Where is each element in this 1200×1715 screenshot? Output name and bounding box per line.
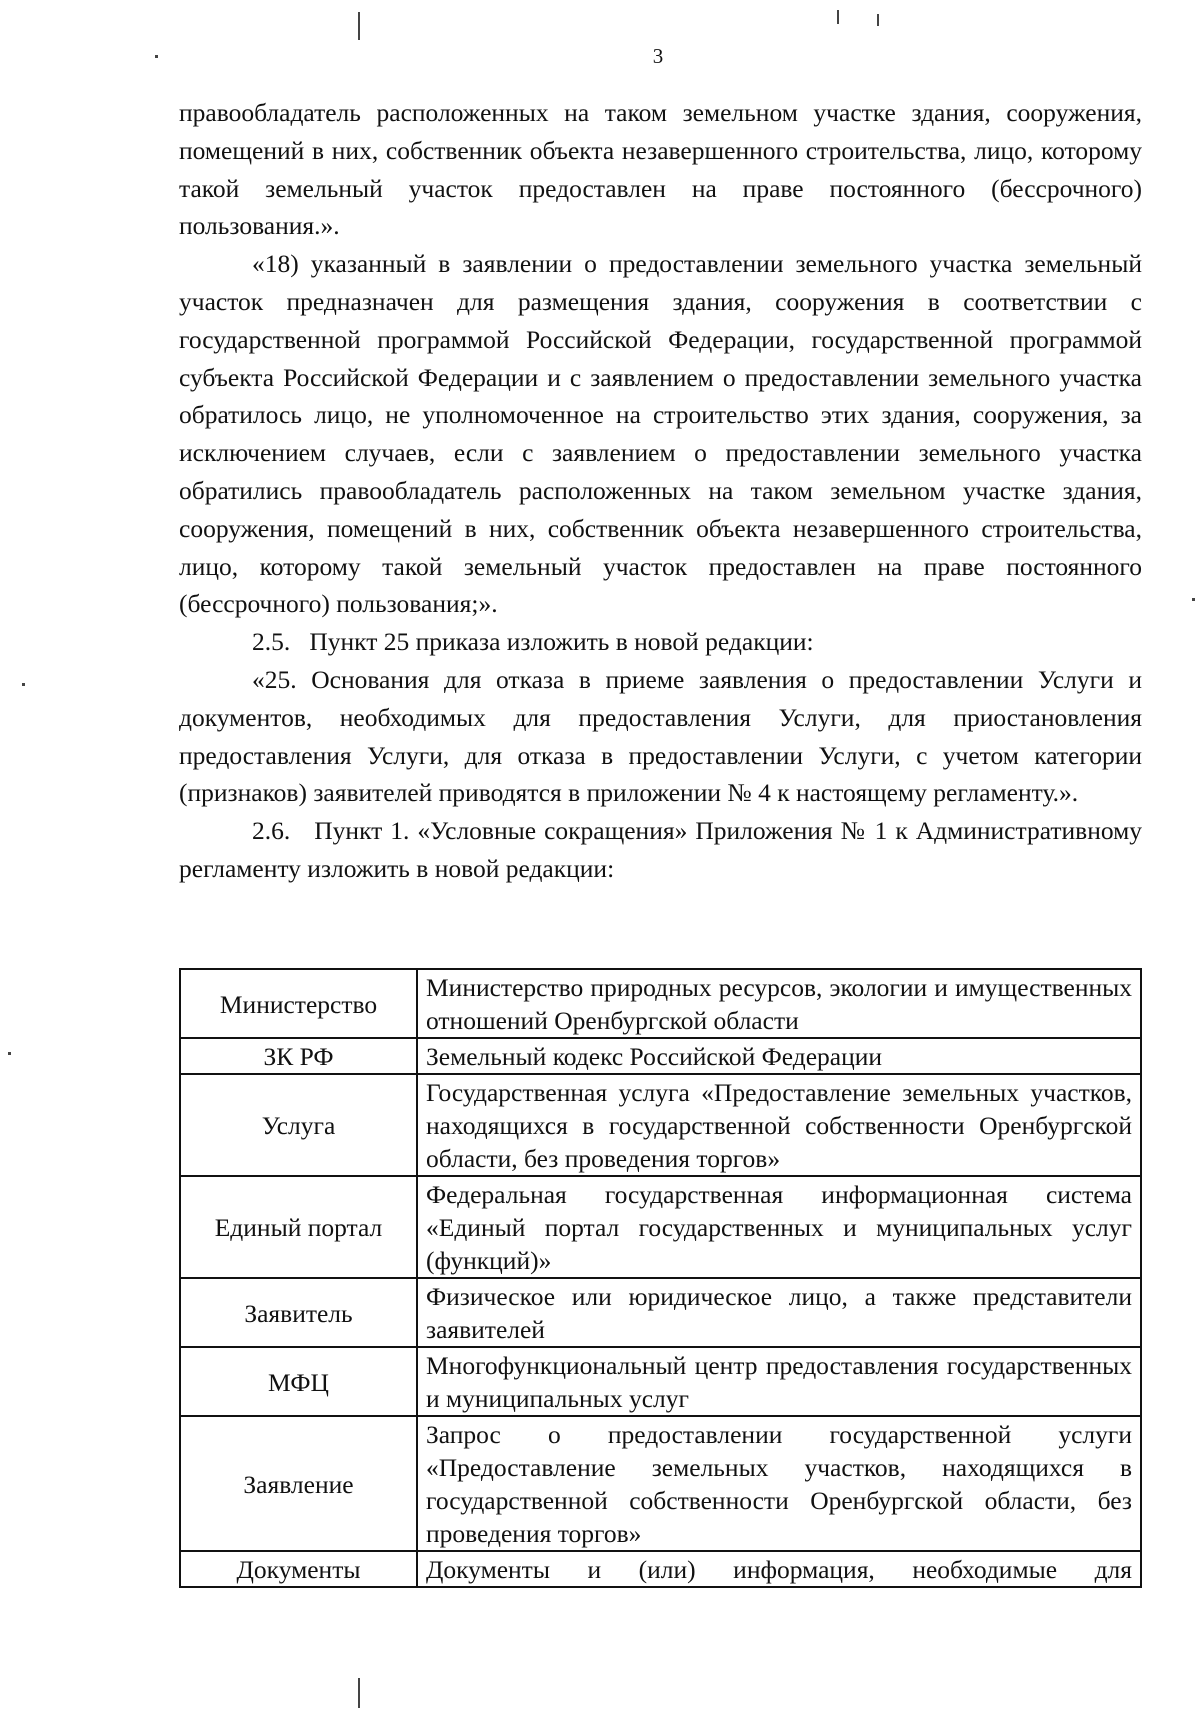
table-row	[180, 1074, 1141, 1176]
paragraph-continuation: правообладатель расположенных на таком земельном участке здания, сооружения, помещений в них, собственник объекта незавершенного строительства, лицо, которому такой земельный участок предоставлен на праве постоянного (бессрочного) пользования.».	[179, 98, 1142, 241]
abbreviation-definition: Земельный кодекс Российской Федерации	[417, 1038, 1141, 1074]
scan-artifact	[8, 1052, 11, 1055]
abbreviation-definition: Физическое или юридическое лицо, а также представители заявителей	[417, 1278, 1141, 1347]
abbreviation-term: МФЦ	[180, 1347, 417, 1416]
abbreviation-definition: Многофункциональный центр предоставления государственных и муниципальных услуг	[417, 1347, 1141, 1416]
abbreviation-term: Единый портал	[180, 1176, 417, 1278]
table-row	[180, 1551, 1141, 1587]
table-row	[180, 1347, 1141, 1416]
paragraph-2-6: 2.6. Пункт 1. «Условные сокращения» Приложения № 1 к Административному регламенту изложить в новой редакции:	[179, 816, 1142, 883]
abbreviation-definition: Государственная услуга «Предоставление земельных участков, находящихся в государственной собственности Оренбургской области, без проведения торгов»	[417, 1074, 1141, 1176]
page-number: 3	[652, 44, 664, 68]
scan-artifact	[877, 14, 879, 26]
abbreviation-term: ЗК РФ	[180, 1038, 417, 1074]
table-row	[180, 1038, 1141, 1074]
paragraph-item-25: «25. Основания для отказа в приеме заявления о предоставлении Услуги и документов, необходимых для предоставления Услуги, для приостановления предоставления Услуги, для отказа в предоставлении Услуги, с учетом категории (признаков) заявителей приводятся в приложении № 4 к настоящему регламенту.».	[179, 664, 1142, 808]
abbreviation-term: Министерство	[180, 969, 417, 1038]
abbreviation-definition: Документы и (или) информация, необходимые для	[417, 1551, 1141, 1587]
abbreviation-definition: Министерство природных ресурсов, экологии и имущественных отношений Оренбургской области	[417, 969, 1141, 1038]
abbreviation-term: Заявление	[180, 1416, 417, 1551]
table-row	[180, 1278, 1141, 1347]
table-row	[180, 1416, 1141, 1551]
table-row	[180, 1176, 1141, 1278]
scan-artifact	[22, 683, 25, 686]
abbreviation-term: Документы	[180, 1551, 417, 1587]
paragraph-item-18: «18) указанный в заявлении о предоставлении земельного участка земельный участок предназначен для размещения здания, сооружения в соответствии с государственной программой Российской Федерации, государственной программой субъекта Российской Федерации и с заявлением о предоставлении земельного участка обратилось лицо, не уполномоченное на строительство этих здания, сооружения, за исключением случаев, если с заявлением о предоставлении земельного участка обратились правообладатель расположенных на таком земельном участке здания, сооружения, помещений в них, собственник объекта незавершенного строительства, лицо, которому такой земельный участок предоставлен на праве постоянного (бессрочного) пользования;».	[179, 249, 1142, 619]
abbreviation-definition: Федеральная государственная информационная система «Единый портал государственных и муниципальных услуг (функций)»	[417, 1176, 1141, 1278]
scan-artifact	[1192, 598, 1195, 601]
document-body	[179, 94, 1142, 888]
scan-artifact	[358, 1678, 360, 1708]
abbreviations-table	[179, 968, 1142, 1588]
paragraph-2-5: 2.5. Пункт 25 приказа изложить в новой редакции:	[252, 627, 814, 657]
table-row	[180, 969, 1141, 1038]
scan-artifact	[155, 55, 158, 58]
abbreviation-definition: Запрос о предоставлении государственной услуги «Предоставление земельных участков, находящихся в государственной собственности Оренбургской области, без проведения торгов»	[417, 1416, 1141, 1551]
scan-artifact	[837, 10, 839, 24]
abbreviation-term: Заявитель	[180, 1278, 417, 1347]
scan-artifact	[358, 12, 360, 40]
abbreviation-term: Услуга	[180, 1074, 417, 1176]
